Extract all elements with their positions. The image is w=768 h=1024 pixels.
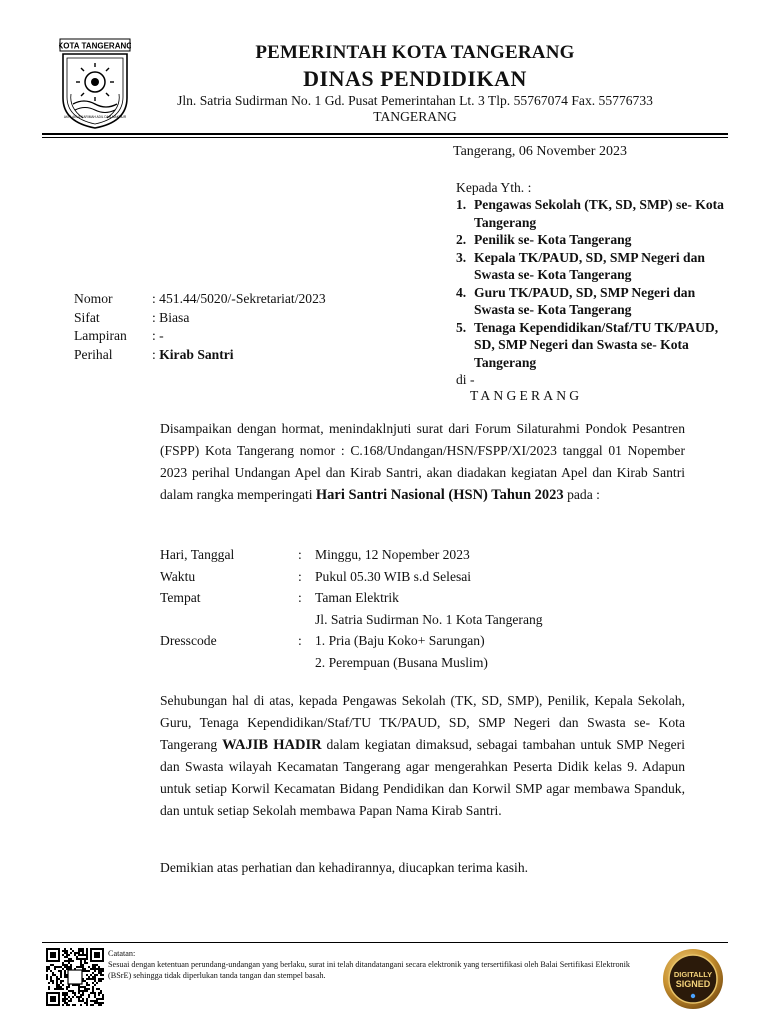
detail-row-dresscode-2: 2. Perempuan (Busana Muslim) bbox=[315, 654, 488, 670]
digitally-signed-badge-icon bbox=[662, 948, 724, 1010]
recipient-item: 3. Kepala TK/PAUD, SD, SMP Negeri dan Swasta se- Kota Tangerang bbox=[456, 249, 705, 282]
recipient-list bbox=[456, 196, 726, 371]
meta-perihal: Perihal : Kirab Santri bbox=[74, 346, 234, 362]
letterhead-agency: DINAS PENDIDIKAN bbox=[303, 66, 527, 91]
footer-note bbox=[108, 948, 648, 981]
letterhead-city: TANGERANG bbox=[373, 109, 457, 124]
qr-code-icon bbox=[46, 948, 104, 1006]
footer-rule bbox=[42, 942, 728, 943]
letter-date: Tangerang, 06 November 2023 bbox=[453, 144, 627, 159]
badge-text-1: DIGITALLY bbox=[673, 970, 713, 979]
body-paragraph-intro: Disampaikan dengan hormat, menindaklnjuti surat dari Forum Silaturahmi Pondok Pesantren (FSPP) Kota Tangerang nomor : C.168/Undangan/HSN/FSPP/XI/2023 tanggal 01 Nopember 2023 perihal Undangan Apel dan Kirab Santri, akan diadakan kegiatan Apel dan Kirab Santri dalam rangka memperingati Hari Santri Nasional (HSN) Tahun 2023 pada : bbox=[160, 421, 685, 503]
recipient-item: 1. Pengawas Sekolah (TK, SD, SMP) se- Kota Tangerang bbox=[456, 197, 724, 230]
recipient-item: 2. Penilik se- Kota Tangerang bbox=[456, 232, 632, 247]
recipient-item: 4. Guru TK/PAUD, SD, SMP Negeri dan Swasta se- Kota Tangerang bbox=[456, 284, 696, 317]
detail-row-time: Waktu : Pukul 05.30 WIB s.d Selesai bbox=[160, 568, 472, 584]
recipient-intro: Kepada Yth. : bbox=[456, 180, 532, 195]
body-paragraph-closing: Demikian atas perhatian dan kehadirannya, diucapkan terima kasih. bbox=[160, 860, 529, 875]
logo-motto: AKHLAKUL KARIMAH ADIL DAN MAKMUR bbox=[63, 115, 127, 119]
letterhead-government: PEMERINTAH KOTA TANGERANG bbox=[255, 42, 575, 63]
letter-meta bbox=[74, 290, 326, 364]
letterhead-rule-thin bbox=[42, 137, 728, 138]
letterhead-address: Jln. Satria Sudirman No. 1 Gd. Pusat Pemerintahan Lt. 3 Tlp. 55767074 Fax. 55776733 bbox=[177, 93, 653, 108]
meta-nomor: Nomor : 451.44/5020/-Sekretariat/2023 bbox=[74, 291, 326, 306]
logo-caption: KOTA TANGERANG bbox=[59, 41, 131, 51]
city-emblem-logo bbox=[59, 38, 131, 130]
meta-lampiran: Lampiran : - bbox=[74, 328, 164, 343]
letterhead-rule-thick bbox=[42, 133, 728, 135]
footer-note-text: Sesuai dengan ketentuan perundang-undangan yang berlaku, surat ini telah ditandatangani secara elektronik yang tersertifikasi oleh Balai Sertifikasi Elektronik (BSrE) sehingga tidak diperlukan tanda tangan dan stempel basah. bbox=[108, 960, 631, 980]
detail-row-place-address: Jl. Satria Sudirman No. 1 Kota Tangerang bbox=[315, 611, 543, 627]
detail-row-date: Hari, Tanggal : Minggu, 12 Nopember 2023 bbox=[160, 547, 470, 562]
badge-text-2: SIGNED bbox=[675, 979, 711, 989]
recipient-city: TANGERANG bbox=[470, 388, 583, 403]
meta-sifat: Sifat : Biasa bbox=[74, 309, 190, 325]
detail-row-dresscode: Dresscode : 1. Pria (Baju Koko+ Sarungan) bbox=[160, 633, 485, 648]
event-details bbox=[160, 544, 615, 673]
recipient-di: di - bbox=[456, 372, 475, 387]
body-paragraph-instructions: Sehubungan hal di atas, kepada Pengawas Sekolah (TK, SD, SMP), Penilik, Kepala Sekolah, Guru, Tenaga Kependidikan/Staf/TU TK/PAUD, SD, SMP Negeri dan Swasta se- Kota Tangerang WAJIB HADIR dalam kegiatan dimaksud, sebagai tambahan untuk SMP Negeri dan Swasta wilayah Kecamatan Tangerang agar mengerahkan Peserta Didik kelas 9. Adapun untuk setiap Korwil Kecamatan Bidang Pendidikan dan Korwil SMP agar membawa Spanduk, dan untuk setiap Sekolah membawa Papan Nama Kirab Santri. bbox=[160, 693, 685, 818]
footer-note-label: Catatan: bbox=[108, 949, 136, 958]
recipient-item: 5. Tenaga Kependidikan/Staf/TU TK/PAUD, SD, SMP Negeri dan Swasta se- Kota Tangerang bbox=[456, 319, 719, 370]
detail-row-place: Tempat : Taman Elektrik bbox=[160, 590, 399, 605]
